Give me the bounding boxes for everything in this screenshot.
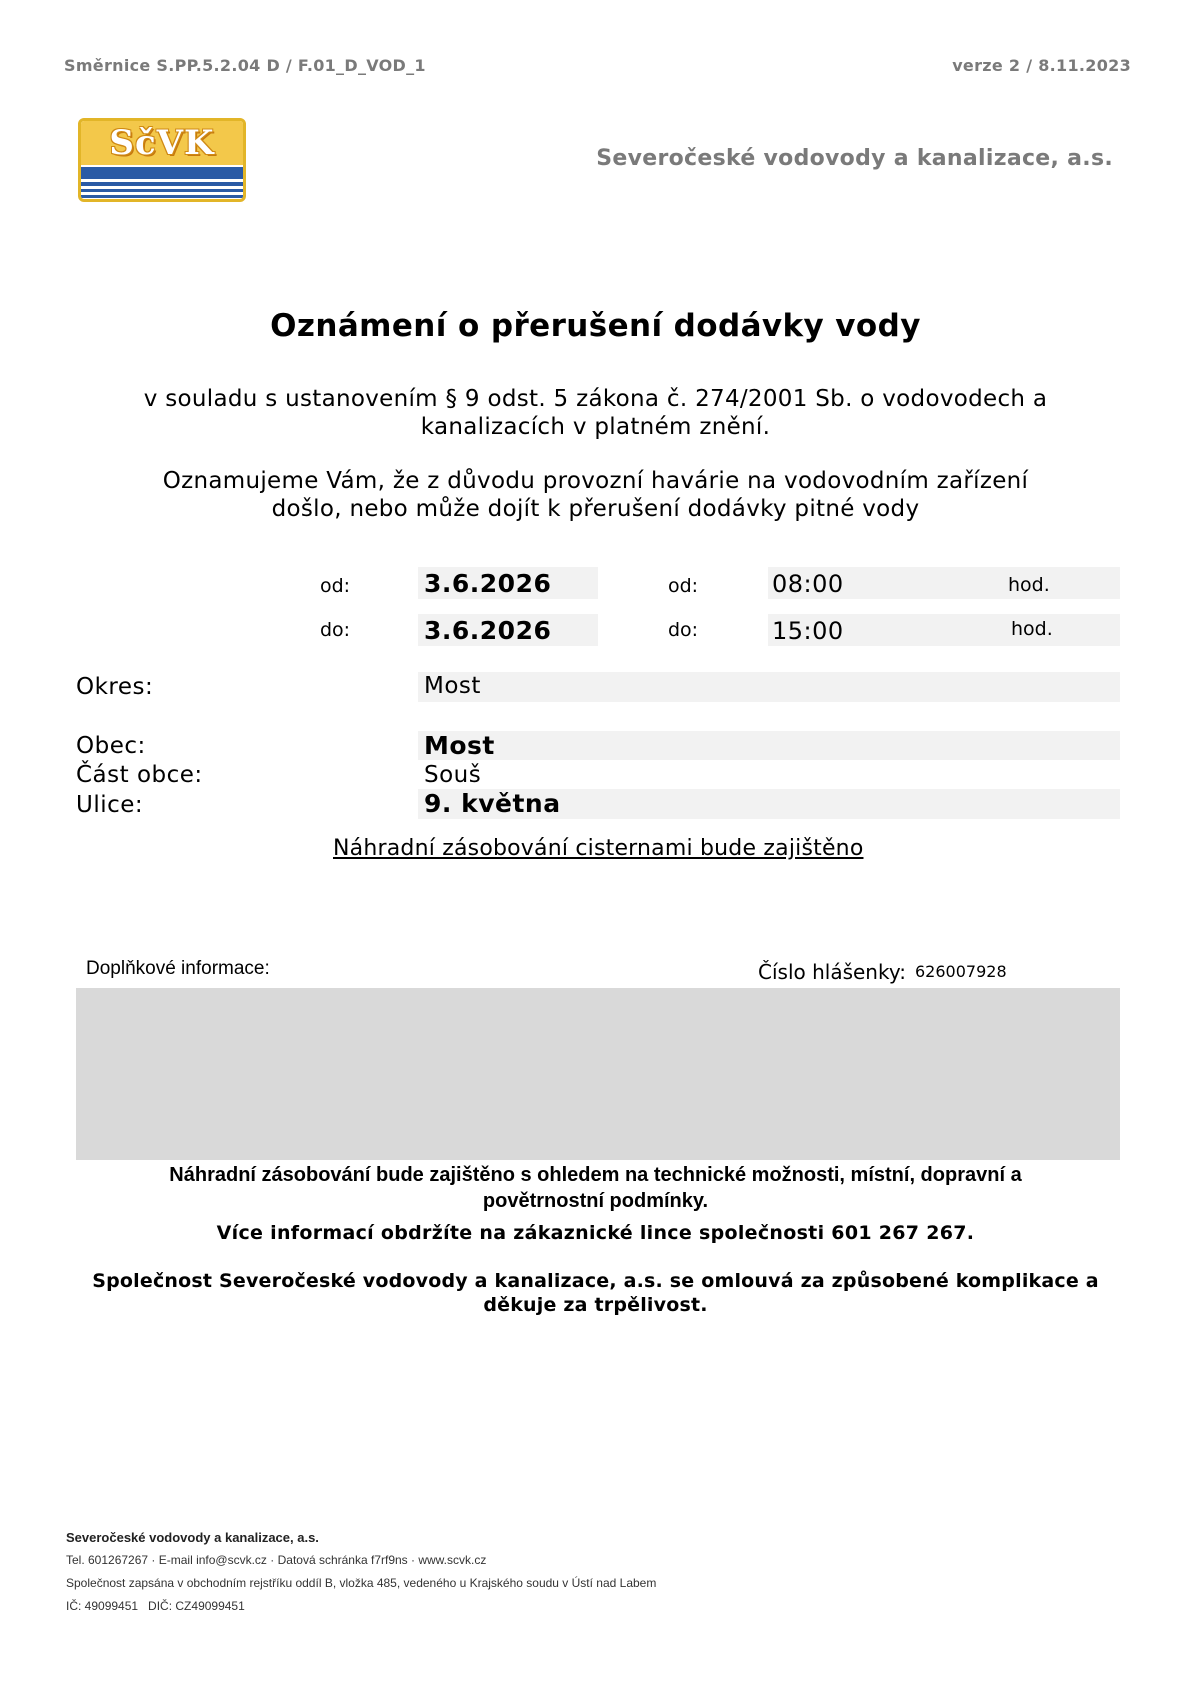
legal-line-1: v souladu s ustanovením § 9 odst. 5 zákona č. 274/2001 Sb. o vodovodech a xyxy=(143,386,1048,412)
to-time-label: do: xyxy=(668,619,699,641)
footer-ids: IČ: 49099451 DIČ: CZ49099451 xyxy=(66,1599,245,1613)
district-label: Okres: xyxy=(76,674,154,700)
street-field xyxy=(418,789,1120,819)
street-value: 9. května xyxy=(424,789,561,818)
from-time: 08:00 xyxy=(772,570,844,598)
footer-company: Severočeské vodovody a kanalizace, a.s. xyxy=(66,1530,319,1545)
municipality-field xyxy=(418,731,1120,760)
street-label: Ulice: xyxy=(76,792,144,818)
ticket-label: Číslo hlášenky: xyxy=(758,960,906,984)
district-field xyxy=(418,672,1120,702)
part-value: Souš xyxy=(424,762,482,788)
hours-label: hod. xyxy=(1008,574,1050,596)
additional-info-content xyxy=(76,988,1120,1004)
from-time-field xyxy=(768,567,1120,599)
notice-line-1: Oznamujeme Vám, že z důvodu provozní havárie na vodovodním zařízení xyxy=(162,468,1029,494)
municipality-label: Obec: xyxy=(76,733,146,759)
ticket-number: 626007928 xyxy=(915,962,1007,981)
logo-text: SčVK xyxy=(109,123,215,163)
footer-register: Společnost zapsána v obchodním rejstříku oddíl B, vložka 485, vedeného u Krajského soudu v Ústí nad Labem xyxy=(66,1576,657,1590)
from-date-field xyxy=(418,567,598,599)
additional-info-label: Doplňkové informace: xyxy=(86,958,270,979)
hours-label: hod. xyxy=(1011,618,1053,640)
version-info: verze 2 / 8.11.2023 xyxy=(952,56,1131,75)
from-time-label: od: xyxy=(668,575,699,597)
notice-line-2: došlo, nebo může dojít k přerušení dodávky pitné vody xyxy=(271,496,920,522)
part-label: Část obce: xyxy=(76,762,203,788)
logo-stripe xyxy=(81,182,243,186)
municipality-value: Most xyxy=(424,731,495,760)
to-label: do: xyxy=(320,619,351,641)
to-date-field xyxy=(418,614,598,646)
logo-stripe xyxy=(81,195,243,198)
directive-code: Směrnice S.PP.5.2.04 D / F.01_D_VOD_1 xyxy=(64,56,426,75)
from-label: od: xyxy=(320,575,351,597)
closing-line-3a: Společnost Severočeské vodovody a kanalizace, a.s. se omlouvá za způsobené komplikace a xyxy=(92,1270,1099,1292)
to-time: 15:00 xyxy=(772,617,844,645)
replacement-notice: Náhradní zásobování cisternami bude zajištěno xyxy=(333,836,864,861)
closing-line-1b: povětrnostní podmínky. xyxy=(482,1190,709,1212)
to-time-field xyxy=(768,614,1120,646)
page-title: Oznámení o přerušení dodávky vody xyxy=(270,308,921,344)
from-date: 3.6.2026 xyxy=(424,569,552,598)
company-name-header: Severočeské vodovody a kanalizace, a.s. xyxy=(596,146,1113,171)
closing-line-3b: děkuje za trpělivost. xyxy=(483,1294,708,1316)
closing-line-2: Více informací obdržíte na zákaznické lince společnosti 601 267 267. xyxy=(216,1222,975,1244)
footer-contact: Tel. 601267267 · E-mail info@scvk.cz · Datová schránka f7rf9ns · www.scvk.cz xyxy=(66,1553,487,1567)
district-value: Most xyxy=(424,673,481,699)
closing-line-1a: Náhradní zásobování bude zajištěno s ohledem na technické možnosti, místní, dopravní a xyxy=(169,1164,1022,1186)
logo-stripe xyxy=(81,189,243,192)
scvk-logo xyxy=(78,118,246,202)
logo-stripe xyxy=(81,167,243,179)
to-date: 3.6.2026 xyxy=(424,616,552,645)
additional-info-box xyxy=(76,988,1120,1160)
legal-line-2: kanalizacích v platném znění. xyxy=(420,414,771,440)
